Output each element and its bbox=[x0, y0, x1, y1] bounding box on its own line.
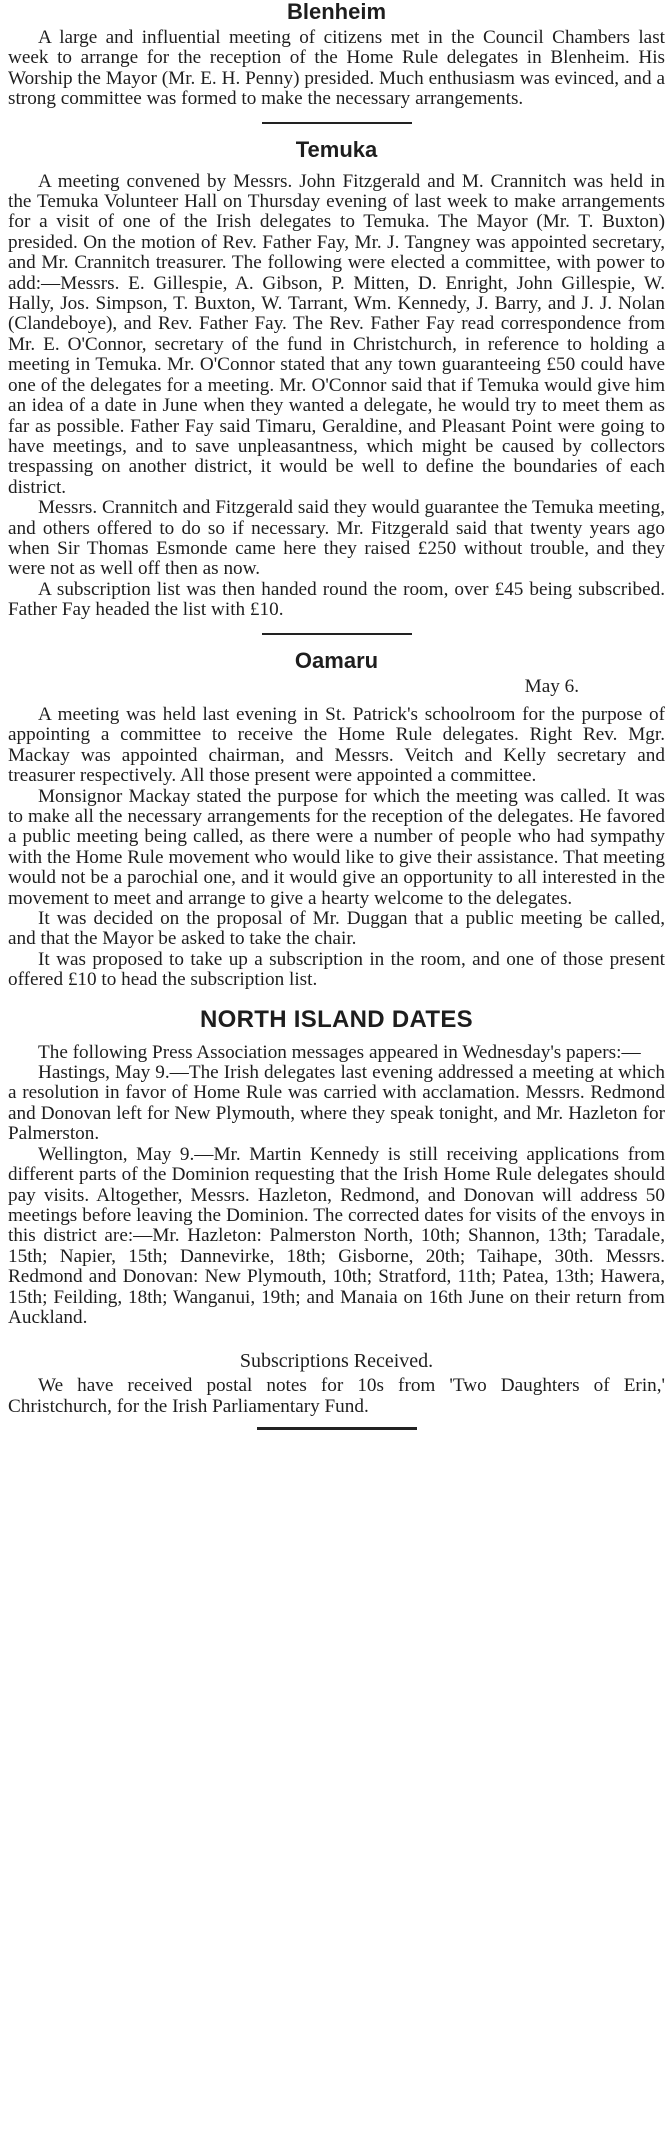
section-divider bbox=[262, 633, 412, 635]
subscriptions-paragraph-1: We have received postal notes for 10s from 'Two Daughters of Erin,' Christchurch, for the Irish Parliamentary Fund. bbox=[8, 1375, 665, 1417]
oamaru-heading: Oamaru bbox=[294, 647, 379, 673]
temuka-paragraph-3: A subscription list was then handed round the room, over £45 being subscribed. Father Fay headed the list with £10. bbox=[8, 578, 665, 621]
blenheim-paragraph-1: A large and influential meeting of citizens met in the Council Chambers last week to arrange for the reception of the Home Rule delegates in Blenheim. His Worship the Mayor (Mr. E. H. Penny) presided. Much enthusiasm was evinced, and a strong committee was formed to make the necessary arrangements. bbox=[8, 27, 665, 110]
blenheim-section bbox=[8, 0, 665, 110]
subscriptions-section bbox=[8, 1350, 665, 1417]
oamaru-paragraph-4: It was proposed to take up a subscription in the room, and one of those present offered £10 to head the subscription list. bbox=[8, 948, 665, 991]
north-island-heading: NORTH ISLAND DATES bbox=[200, 1005, 473, 1033]
north-island-paragraph-3: Wellington, May 9.—Mr. Martin Kennedy is still receiving applications from different parts of the Dominion requesting that the Irish Home Rule delegates should pay visits. Altogether, Messrs. Hazleton, Redmond, and Donovan will address 50 meetings before leaving the Dominion. The corrected dates for visits of the envoys in this district are:—Mr. Hazleton: Palmerston North, 10th; Shannon, 13th; Taradale, 15th; Napier, 15th; Dannevirke, 18th; Gisborne, 20th; Taihape, 30th. Messrs. Redmond and Donovan: New Plymouth, 10th; Stratford, 11th; Patea, 13th; Hawera, 15th; Feilding, 18th; Wanganui, 19th; and Manaia on 16th June on their return from Auckland. bbox=[8, 1143, 665, 1328]
oamaru-paragraph-1: A meeting was held last evening in St. Patrick's schoolroom for the purpose of appointing a committee to receive the Home Rule delegates. Right Rev. Mgr. Mackay was appointed chairman, and Messrs. Veitch and Kelly secretary and treasurer respectively. All those present were appointed a committee. bbox=[8, 703, 665, 787]
oamaru-dateline: May 6. bbox=[524, 675, 579, 697]
subscriptions-heading: Subscriptions Received. bbox=[239, 1350, 434, 1373]
oamaru-paragraph-3: It was decided on the proposal of Mr. Duggan that a public meeting be called, and that the Mayor be asked to take the chair. bbox=[8, 908, 665, 950]
north-island-paragraph-1: The following Press Association messages appeared in Wednesday's papers:— bbox=[38, 1041, 641, 1063]
blenheim-heading: Blenheim bbox=[286, 0, 387, 24]
oamaru-section bbox=[8, 649, 665, 991]
temuka-paragraph-1: A meeting convened by Messrs. John Fitzgerald and M. Crannitch was held in the Temuka Volunteer Hall on Thursday evening of last week to make arrangements for a visit of one of the Irish delegates to Temuka. The Mayor (Mr. T. Buxton) presided. On the motion of Rev. Father Fay, Mr. J. Tangney was appointed secretary, and Mr. Crannitch treasurer. The following were elected a committee, with power to add:—Messrs. E. Gillespie, A. Gibson, P. Mitten, D. Enright, John Gillespie, W. Hally, Jos. Simpson, T. Buxton, W. Tarrant, Wm. Kennedy, J. Barry, and J. J. Nolan (Clandeboye), and Rev. Father Fay. The Rev. Father Fay read correspondence from Mr. E. O'Connor, secretary of the fund in Christchurch, in reference to holding a meeting in Temuka. Mr. O'Connor stated that any town guaranteeing £50 could have one of the delegates for a meeting. Mr. O'Connor said that if Temuka would give him an idea of a date in June when they wanted a delegate, he would try to meet them as far as possible. Father Fay said Timaru, Geraldine, and Pleasant Point were going to have meetings, and to save unpleasantness, which might be caused by collectors trespassing on another district, it would be well to define the boundaries of each district. bbox=[8, 170, 665, 498]
closing-rule bbox=[257, 1427, 417, 1430]
north-island-paragraph-2: Hastings, May 9.—The Irish delegates last evening addressed a meeting at which a resolution in favor of Home Rule was carried with acclamation. Messrs. Redmond and Donovan left for New Plymouth, where they speak tonight, and Mr. Hazleton for Palmerston. bbox=[8, 1062, 665, 1145]
oamaru-paragraph-2: Monsignor Mackay stated the purpose for which the meeting was called. It was to make all the necessary arrangements for the reception of the delegates. He favored a public meeting being called, as there were a number of people who had sympathy with the Home Rule movement who would like to give their assistance. That meeting would not be a parochial one, and it would give an opportunity to all interested in the movement to meet and arrange to give a hearty welcome to the delegates. bbox=[8, 785, 665, 909]
section-divider bbox=[262, 122, 412, 124]
north-island-section bbox=[8, 1007, 665, 1329]
temuka-section bbox=[8, 138, 665, 621]
temuka-paragraph-2: Messrs. Crannitch and Fitzgerald said they would guarantee the Temuka meeting, and others offered to do so if necessary. Mr. Fitzgerald said that twenty years ago when Sir Thomas Esmonde came here they raised £250 without trouble, and they were not as well off then as now. bbox=[8, 497, 665, 580]
temuka-heading: Temuka bbox=[295, 136, 378, 162]
